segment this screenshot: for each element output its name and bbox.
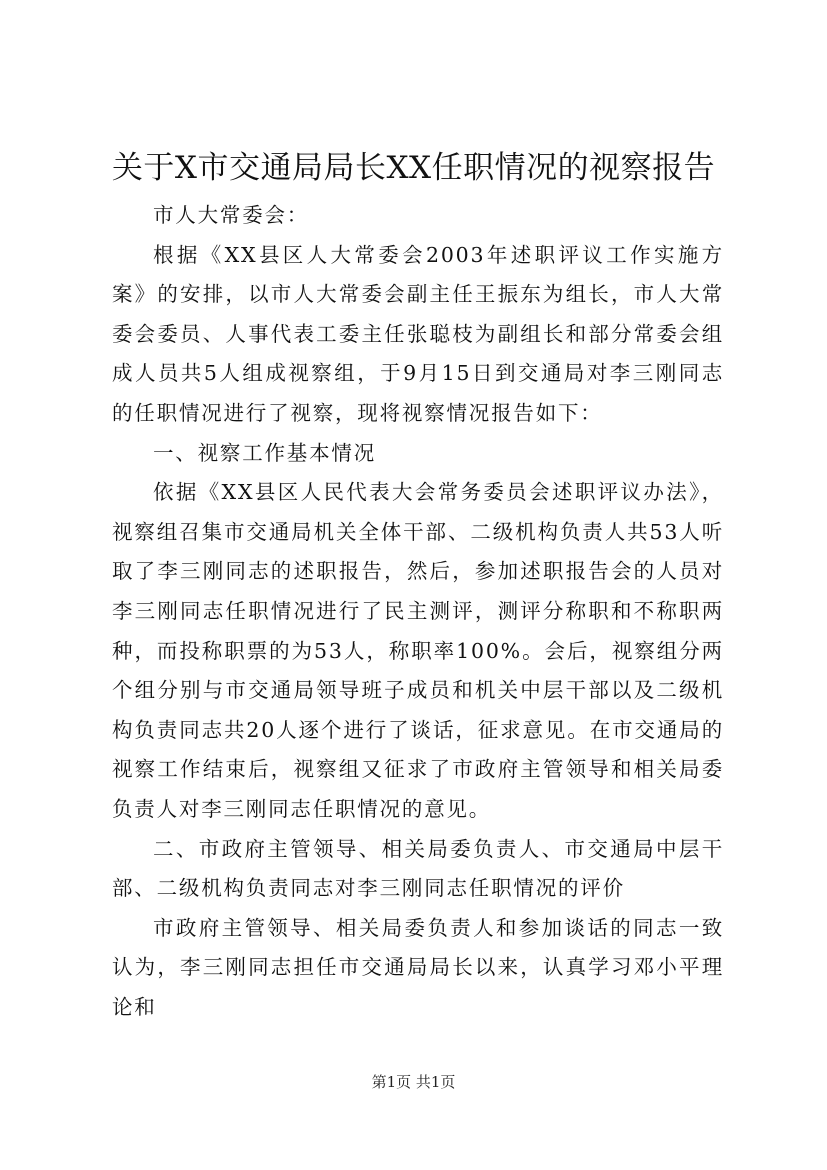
section-heading-1: 一、视察工作基本情况 [153, 440, 376, 465]
section-heading-2: 二、市政府主管领导、相关局委负责人、市交通局中层干部、二级机构负责同志对李三刚同志任职情况的评价 [112, 836, 724, 901]
document-body [112, 196, 724, 1027]
document-title: 关于X市交通局局长XX任职情况的视察报告 [111, 150, 716, 186]
paragraph-basic-situation: 依据《XX县区人民代表大会常务委员会述职评议办法》，视察组召集市交通局机关全体干部、二级机构负责人共53人听取了李三刚同志的述职报告，然后，参加述职报告会的人员对李三刚同志任职情况进行了民主测评，测评分称职和不称职两种，而投称职票的为53人，称职率100%。会后，视察组分两个组分别与市交通局领导班子成员和机关中层干部以及二级机构负责同志共20人逐个进行了谈话，征求意见。在市交通局的视察工作结束后，视察组又征求了市政府主管领导和相关局委负责人对李三刚同志任职情况的意见。 [112, 480, 724, 821]
paragraph-intro: 根据《XX县区人大常委会2003年述职评议工作实施方案》的安排，以市人大常委会副主任王振东为组长，市人大常委会委员、人事代表工委主任张聪枝为副组长和部分常委会组成人员共5人组成视察组，于9月15日到交通局对李三刚同志的任职情况进行了视察，现将视察情况报告如下： [112, 242, 724, 425]
salutation: 市人大常委会： [153, 203, 310, 227]
page-number-footer: 第1页 共1页 [371, 1073, 456, 1091]
paragraph-evaluation: 市政府主管领导、相关局委负责人和参加谈话的同志一致认为，李三刚同志担任市交通局局长以来，认真学习邓小平理论和 [112, 915, 724, 1019]
